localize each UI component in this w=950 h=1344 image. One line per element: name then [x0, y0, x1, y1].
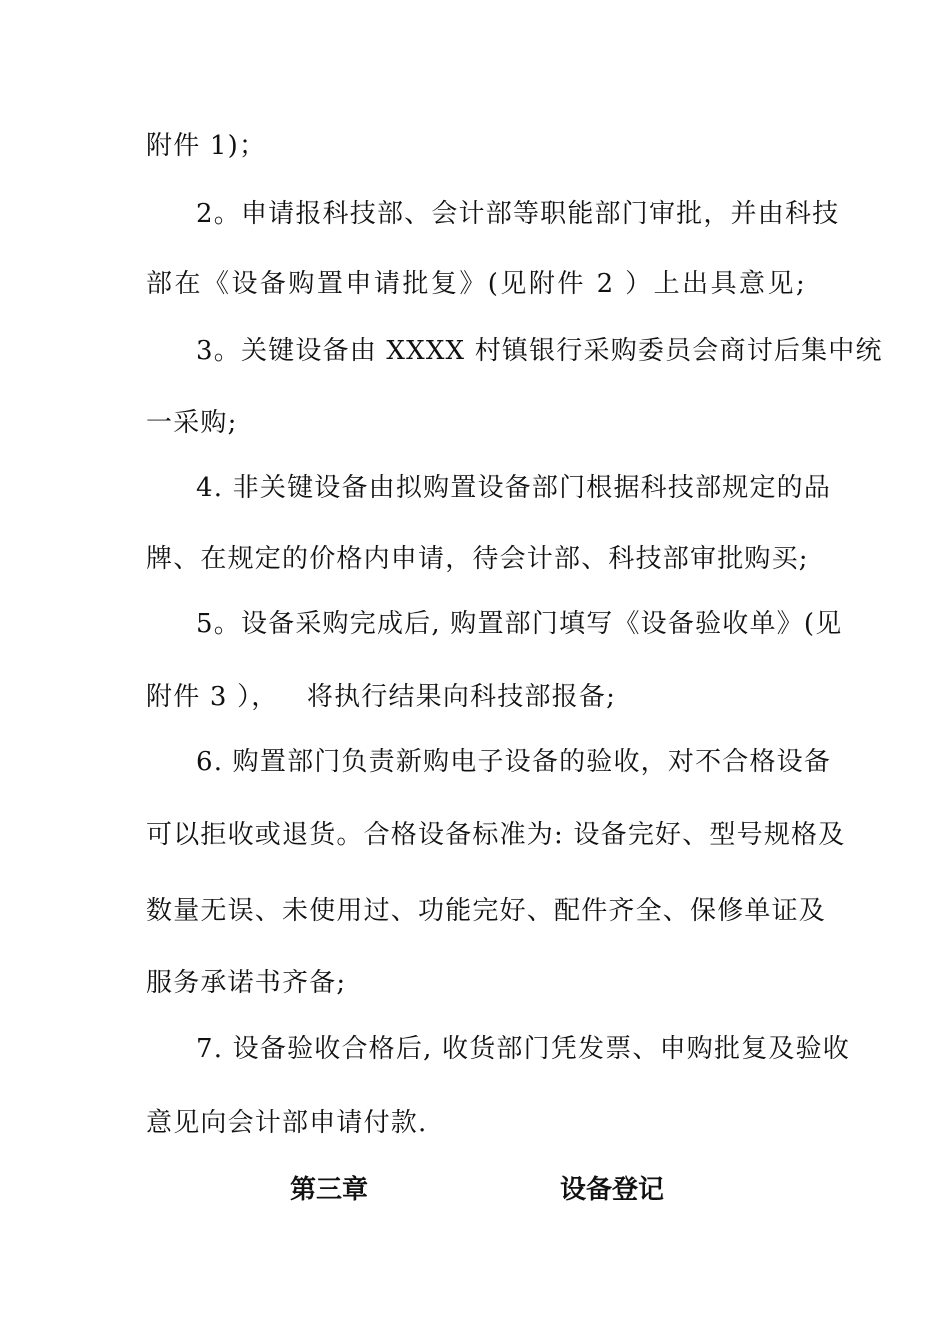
chapter-title: 设备登记: [560, 1175, 665, 1205]
item-2-line-2: 部在《设备购置申请批复》(见附件 2 ）上出具意见;: [146, 269, 806, 299]
item-6-line-1: 6. 购置部门负责新购电子设备的验收，对不合格设备: [196, 747, 832, 777]
item-7-line-2: 意见向会计部申请付款.: [146, 1108, 428, 1138]
item-4-line-2: 牌、在规定的价格内申请，待会计部、科技部审批购买;: [146, 544, 809, 574]
item-6-line-2: 可以拒收或退货。合格设备标准为: 设备完好、型号规格及: [146, 820, 846, 850]
chapter-number: 第三章: [290, 1175, 369, 1205]
item-6-line-3: 数量无误、未使用过、功能完好、配件齐全、保修单证及: [146, 896, 827, 926]
item-5-line-2: 附件 3 ）， 将执行结果向科技部报备;: [146, 682, 617, 712]
item-3-line-2: 一采购;: [146, 408, 238, 438]
text-line-1: 附件 1)；: [146, 131, 267, 161]
item-4-line-1: 4. 非关键设备由拟购置设备部门根据科技部规定的品: [196, 473, 832, 503]
item-7-line-1: 7. 设备验收合格后, 收货部门凭发票、申购批复及验收: [196, 1034, 851, 1064]
item-3-line-1: 3。关键设备由 XXXX 村镇银行采购委员会商讨后集中统: [196, 336, 883, 366]
item-6-line-4: 服务承诺书齐备;: [146, 968, 347, 998]
item-2-line-1: 2。申请报科技部、会计部等职能部门审批，并由科技: [196, 199, 840, 229]
item-5-line-1: 5。设备采购完成后, 购置部门填写《设备验收单》(见: [196, 609, 843, 639]
